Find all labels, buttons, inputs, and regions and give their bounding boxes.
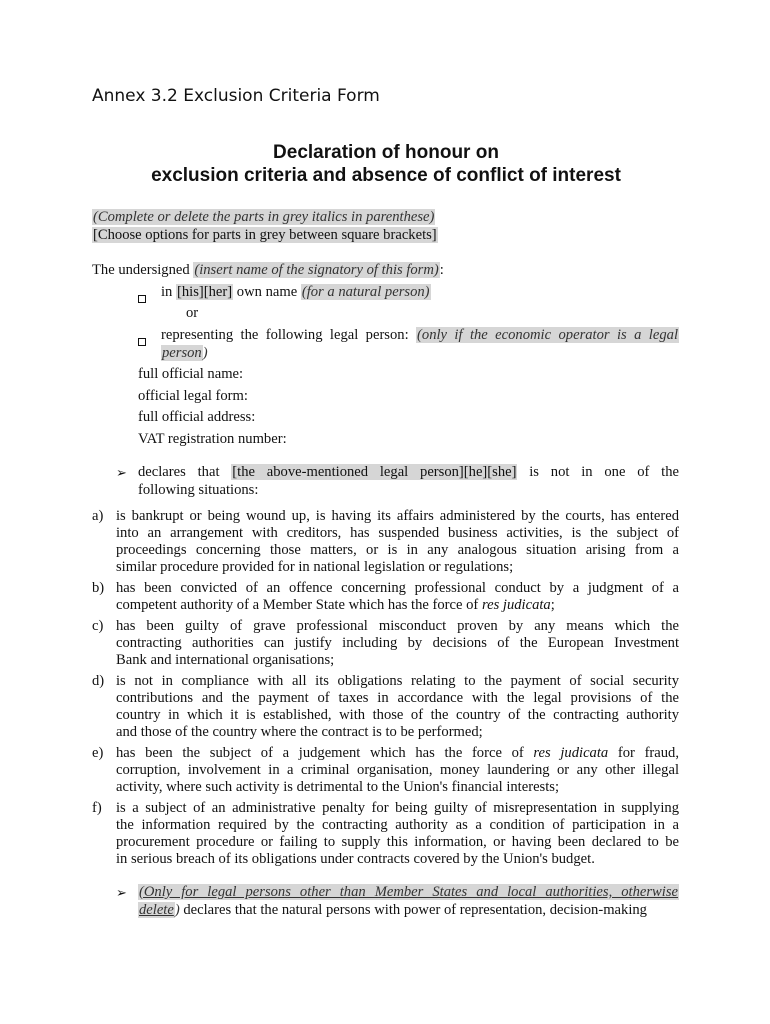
situation-d-line-2: contributions and the payment of taxes in accordance with the legal provisions of the [116,690,679,706]
second-declares-line-1 [138,884,679,901]
situation-letter-d: d) [92,673,105,689]
instruction-line-1 [92,209,435,226]
or-separator: or [186,305,199,321]
situation-e-line-1 [116,745,679,762]
situation-a-line-2: into an arrangement with creditors, has suspended business activities, is the subject of [116,525,679,541]
checkbox-icon[interactable] [138,290,146,308]
situation-a-line-4: similar procedure provided for in national legislation or regulations; [116,559,514,575]
instruction-brackets: [Choose options for parts in grey between square brackets] [93,227,437,243]
natural-person-note: (for a natural person) [301,284,430,300]
situation-a-line-1: is bankrupt or being wound up, is having its affairs administered by the courts, has entered [116,508,679,524]
declares-line [138,464,679,481]
declares-rest: is not in one of the [529,464,679,480]
option2-text: representing the following legal person: [161,327,409,343]
signatory-name-placeholder[interactable]: (insert name of the signatory of this form) [194,262,439,278]
second-declares-line-2 [138,902,647,919]
option1-in: in [161,284,173,300]
declares-line-2: following situations: [138,482,259,498]
situation-letter-f: f) [92,800,102,816]
annex-heading: Annex 3.2 Exclusion Criteria Form [92,86,380,106]
title-line-2: exclusion criteria and absence of conflict of interest [151,165,621,186]
legal-person-note-cont [161,345,208,362]
his-her-choice[interactable]: [his][her] [177,284,233,300]
situation-f-line-3: procurement procedure or failing to supply this information, or having been declared to be [116,834,679,850]
option-natural-person [161,284,431,301]
situation-c-line-3: Bank and international organisations; [116,652,335,668]
situation-e-fraud: for fraud, [617,745,680,761]
situation-d-line-3: country in which it is established, with those of the country of the contracting authority [116,707,679,723]
delete-note-close: ) [174,902,180,918]
situation-f-line-1: is a subject of an administrative penalty for being guilty of misrepresentation in supplying [116,800,679,816]
situation-f-line-2: the information required by the contracting authority as a condition of participation in a [116,817,679,833]
undersigned-line [92,262,444,279]
checkbox-icon[interactable] [138,333,146,351]
declares-that: that [197,464,220,480]
title-line-1: Declaration of honour on [273,142,499,163]
instruction-italic: (Complete or delete the parts in grey italics in parenthese) [93,209,435,225]
field-full-official-name[interactable]: full official name: [138,366,244,382]
legal-person-note: (only if the economic operator is a legal [417,327,678,343]
situation-b-text: competent authority of a Member State which has the force of [116,597,479,613]
situation-letter-b: b) [92,580,105,596]
delete-note: delete [139,902,174,918]
legal-person-note-word: person [162,345,202,361]
legal-person-choice[interactable]: [the above-mentioned legal person][he][she] [232,464,517,480]
second-declares-rest: declares that the natural persons with power of representation, decision-making [183,902,647,918]
arrowhead-bullet-icon: ➢ [116,466,127,481]
situation-d-line-1: is not in compliance with all its obligations relating to the payment of social security [116,673,679,689]
res-judicata-term: res judicata [481,597,551,613]
situation-c-line-2: contracting authorities can justify including by decisions of the European Investment [116,635,679,651]
situation-e-line-3: activity, where such activity is detrimental to the Union's financial interests; [116,779,560,795]
situation-a-line-3: proceedings concerning those matters, or is in any analogous situation arising from a [116,542,679,558]
situation-b-end: ; [550,597,555,613]
situation-d-line-4: and those of the country where the contract is to be performed; [116,724,483,740]
situation-b-line-2 [116,597,555,614]
undersigned-prefix: The undersigned [92,262,190,278]
instruction-line-2 [92,227,438,244]
option1-text: own name [236,284,298,300]
situation-f-line-4: in serious breach of its obligations under contracts covered by the Union's budget. [116,851,595,867]
situation-letter-c: c) [92,618,104,634]
legal-persons-note: (Only for legal persons other than Member States and local authorities, otherwise [139,884,678,900]
arrowhead-bullet-icon: ➢ [116,886,127,901]
undersigned-colon: : [439,262,444,278]
field-official-legal-form[interactable]: official legal form: [138,388,248,404]
option-legal-person [161,327,679,344]
situation-e-line-2: corruption, involvement in a criminal organisation, money laundering or any other illegal [116,762,679,778]
field-full-official-address[interactable]: full official address: [138,409,256,425]
res-judicata-term: res judicata [533,745,609,761]
field-vat-registration-number[interactable]: VAT registration number: [138,431,287,447]
situation-b-line-1: has been convicted of an offence concerning professional conduct by a judgment of a [116,580,679,596]
situation-e-text: has been the subject of a judgement which has the force of [116,745,524,761]
declares-word: declares [138,464,186,480]
legal-person-note-close: ) [202,345,208,361]
situation-letter-a: a) [92,508,104,524]
situation-c-line-1: has been guilty of grave professional misconduct proven by any means which the [116,618,679,634]
situation-letter-e: e) [92,745,104,761]
